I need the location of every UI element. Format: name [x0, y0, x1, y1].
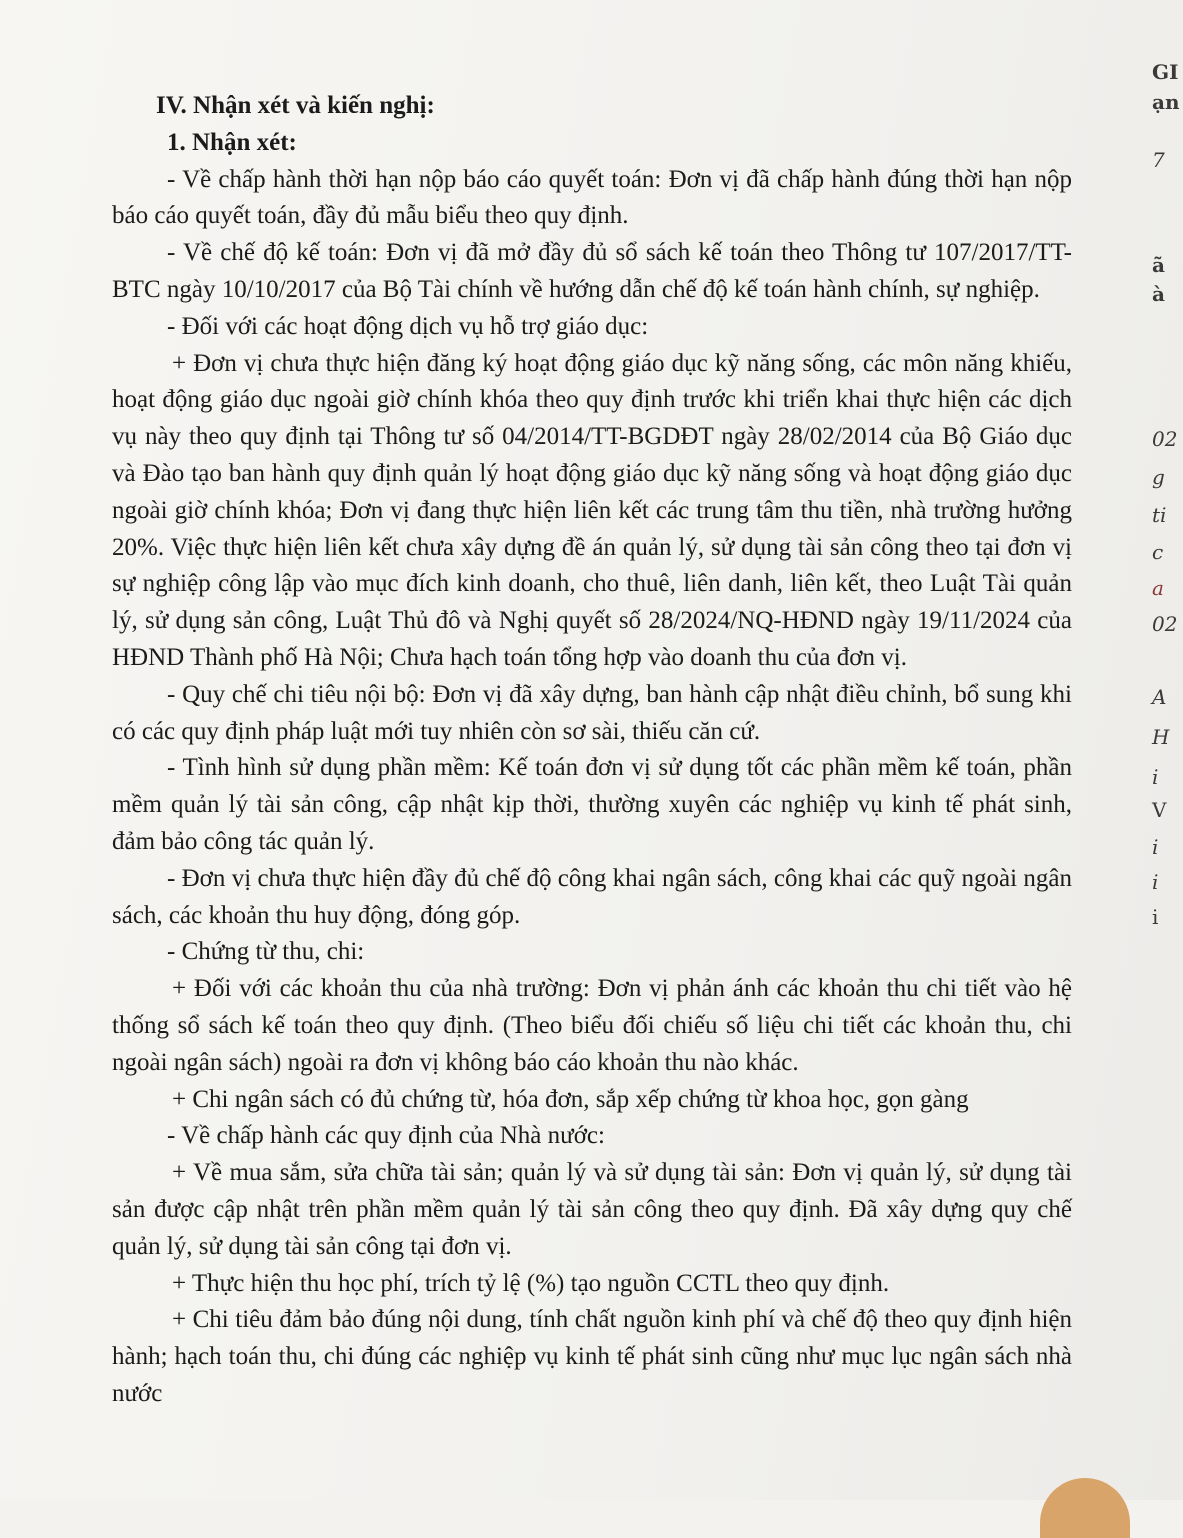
- fragment: 02: [1152, 427, 1178, 451]
- fragment: 02: [1152, 612, 1178, 636]
- paragraph-13: + Thực hiện thu học phí, trích tỷ lệ (%) tạo nguồn CCTL theo quy định.: [172, 1269, 890, 1297]
- fragment: c: [1152, 540, 1164, 564]
- paragraph-2: - Về chế độ kế toán: Đơn vị đã mở đầy đủ sổ sách kế toán theo Thông tư 107/2017/TT-BTC ngày 10/10/2017 của Bộ Tài chính về hướng dẫn chế độ kế toán hành chính, sự nghiệp.: [112, 239, 1072, 303]
- paragraph-3: - Đối với các hoạt động dịch vụ hỗ trợ giáo dục:: [167, 312, 649, 340]
- fragment: i: [1152, 870, 1159, 894]
- fragment: a: [1152, 576, 1164, 600]
- fragment: V: [1152, 798, 1167, 822]
- fragment: i: [1152, 835, 1159, 859]
- paragraph-4: + Đơn vị chưa thực hiện đăng ký hoạt động giáo dục kỹ năng sống, các môn năng khiếu, hoạt động giáo dục ngoài giờ chính khóa theo quy định trước khi triển khai thực hiện các dịch vụ này theo quy định tại Thông tư số 04/2014/TT-BGDĐT ngày 28/02/2014 của Bộ Giáo dục và Đào tạo ban hành quy định quản lý hoạt động giáo dục kỹ năng sống và hoạt động giáo dục ngoài giờ chính khóa; Đơn vị đang thực hiện liên kết các trung tâm thu tiền, nhà trường hưởng 20%. Việc thực hiện liên kết chưa xây dựng đề án quản lý, sử dụng tài sản công theo tại đơn vị sự nghiệp công lập vào mục đích kinh doanh, cho thuê, liên danh, liên kết, theo Luật Tài quản lý, sử dụng sản công, Luật Thủ đô và Nghị quyết số 28/2024/NQ-HĐND ngày 19/11/2024 của HĐND Thành phố Hà Nội; Chưa hạch toán tổng hợp vào doanh thu của đơn vị.: [112, 349, 1072, 671]
- fragment: A: [1152, 685, 1167, 709]
- subsection-heading: 1. Nhận xét:: [167, 128, 297, 156]
- paragraph-7: - Đơn vị chưa thực hiện đầy đủ chế độ công khai ngân sách, công khai các quỹ ngoài ngân sách, các khoản thu huy động, đóng góp.: [112, 864, 1072, 929]
- fragment: i: [1152, 905, 1159, 929]
- adjacent-page-edge: [1150, 60, 1183, 1160]
- fragment: ạn: [1152, 90, 1180, 114]
- section-heading: IV. Nhận xét và kiến nghị:: [156, 92, 435, 119]
- paragraph-5: - Quy chế chi tiêu nội bộ: Đơn vị đã xây dựng, ban hành cập nhật điều chỉnh, bổ sung khi có các quy định pháp luật mới tuy nhiên còn sơ sài, thiếu căn cứ.: [112, 680, 1072, 745]
- fragment: 7: [1152, 148, 1165, 172]
- paragraph-1: - Về chấp hành thời hạn nộp báo cáo quyết toán: Đơn vị đã chấp hành đúng thời hạn nộp báo cáo quyết toán, đầy đủ mẫu biểu theo quy định.: [112, 165, 1072, 230]
- document-body: [112, 88, 1072, 1413]
- paragraph-8: - Chứng từ thu, chi:: [167, 938, 365, 966]
- fragment: GI: [1152, 60, 1179, 84]
- fragment: i: [1152, 765, 1159, 789]
- paragraph-10: + Chi ngân sách có đủ chứng từ, hóa đơn, sắp xếp chứng từ khoa học, gọn gàng: [172, 1085, 969, 1113]
- fragment: ti: [1152, 503, 1167, 527]
- fragment: g: [1152, 465, 1165, 489]
- fragment: ã: [1152, 253, 1165, 277]
- paragraph-9: + Đối với các khoản thu của nhà trường: Đơn vị phản ánh các khoản thu chi tiết vào hệ thống sổ sách kế toán theo quy định. (Theo biểu đối chiếu số liệu chi tiết các khoản thu, chi ngoài ngân sách) ngoài ra đơn vị không báo cáo khoản thu nào khác.: [112, 975, 1072, 1076]
- thumb-image: [1040, 1478, 1130, 1538]
- paragraph-14: + Chi tiêu đảm bảo đúng nội dung, tính chất nguồn kinh phí và chế độ theo quy định hiện hành; hạch toán thu, chi đúng các nghiệp vụ kinh tế phát sinh cũng như mục lục ngân sách nhà nước: [112, 1306, 1072, 1407]
- paragraph-12: + Về mua sắm, sửa chữa tài sản; quản lý và sử dụng tài sản: Đơn vị quản lý, sử dụng tài sản được cập nhật trên phần mềm quản lý tài sản công theo quy định. Đã xây dựng quy chế quản lý, sử dụng tài sản công tại đơn vị.: [112, 1159, 1072, 1260]
- fragment: H: [1152, 725, 1170, 749]
- paragraph-11: - Về chấp hành các quy định của Nhà nước:: [167, 1122, 605, 1150]
- paragraph-6: - Tình hình sử dụng phần mềm: Kế toán đơn vị sử dụng tốt các phần mềm kế toán, phần mềm quản lý tài sản công, cập nhật kịp thời, thường xuyên các nghiệp vụ kinh tế phát sinh, đảm bảo công tác quản lý.: [112, 754, 1072, 855]
- fragment: à: [1152, 282, 1165, 306]
